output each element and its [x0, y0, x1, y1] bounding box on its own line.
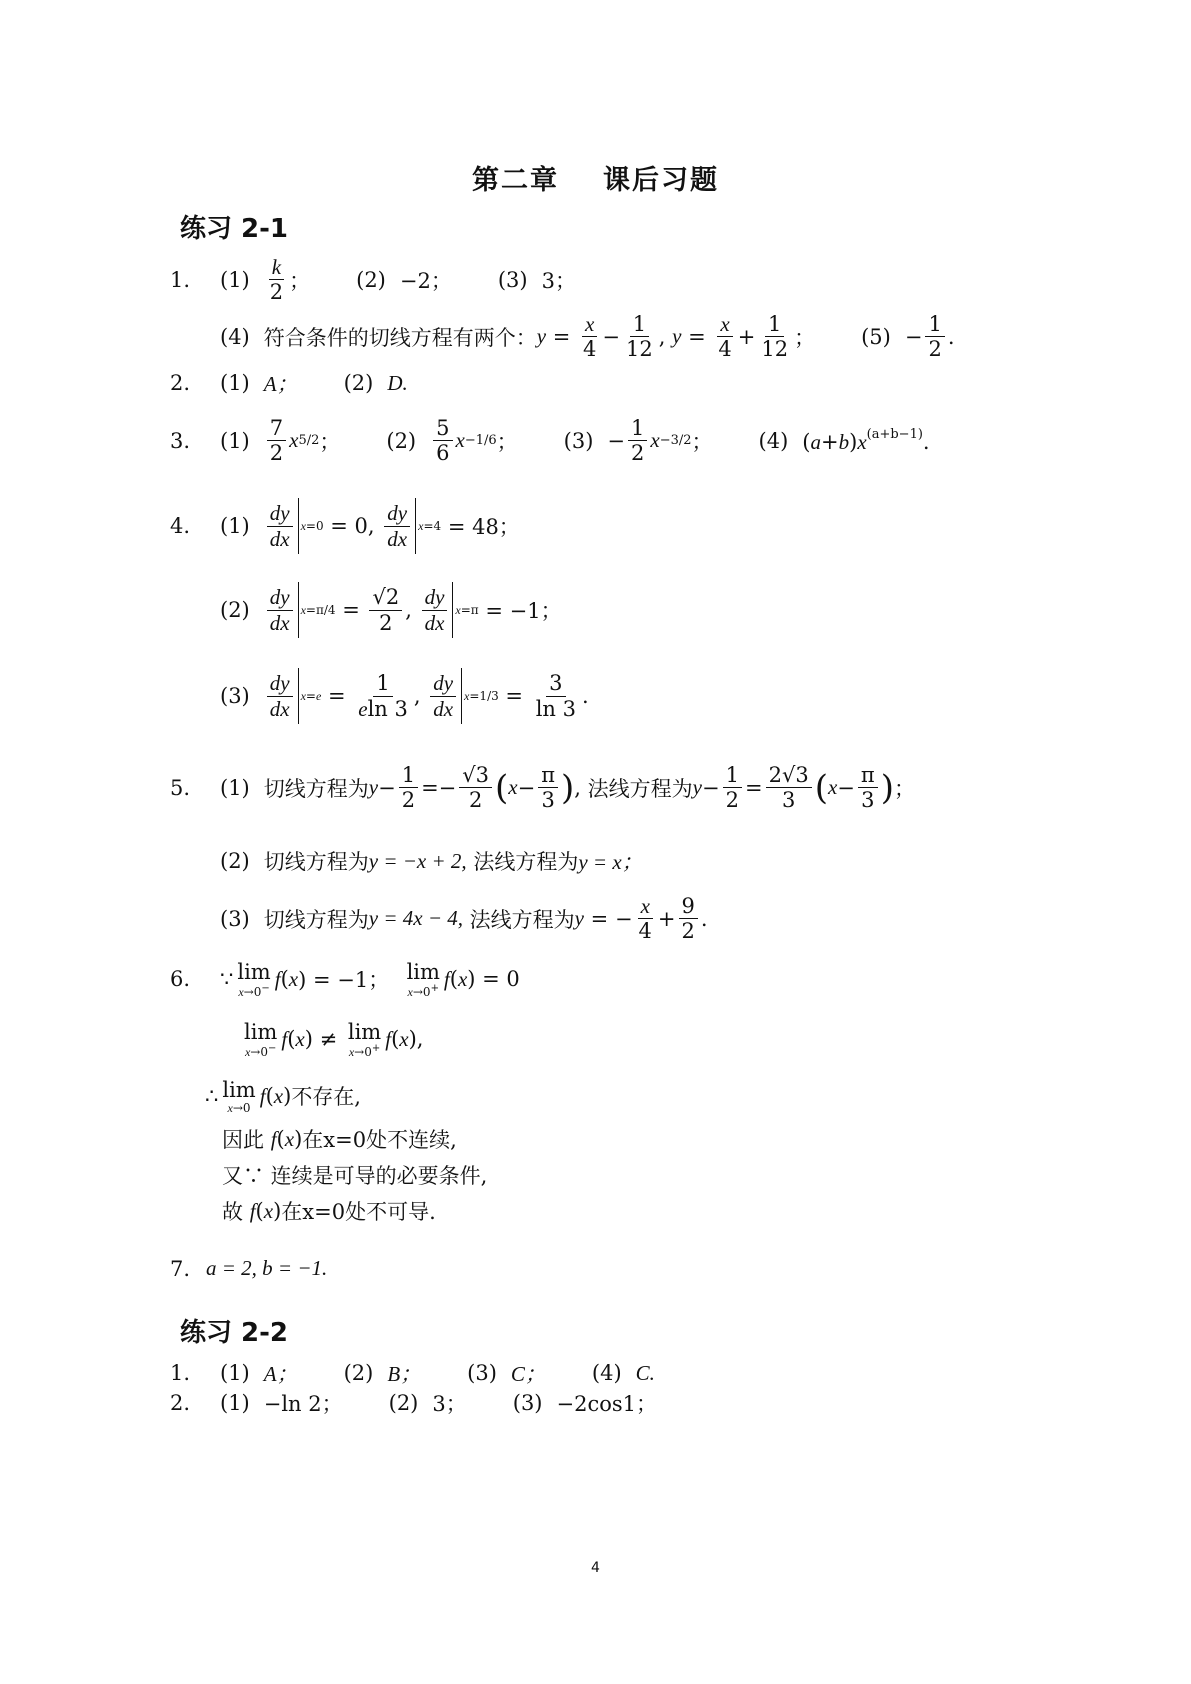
q6-line3: ∴ lim x→0 f ( x ) 不存在,	[205, 1078, 361, 1115]
q4-3: (3) dy dx x=e = 1 eln 3 , dy dx x=1/3 = 3 ln 3 .	[220, 668, 589, 724]
q7: 7. a = 2, b = −1.	[170, 1256, 328, 1281]
q5-2: (2) 切线方程为 y = −x + 2, 法线方程为 y = x；	[220, 848, 643, 874]
chapter-title-left: 第二章	[472, 165, 559, 196]
section-heading-2-2: 练习 2-2	[180, 1318, 289, 1348]
fraction: k 2	[269, 255, 284, 305]
q3: 3. (1) 7 2 x 5/2 ； (2) 5 6 x −1/6 ； (3) − 1 2 x −3/2 ； (4) $(a+b)x^{(a+b-1)}$.	[170, 416, 930, 466]
page-number: 4	[591, 1560, 600, 1576]
q5-1: 5. (1) 切线方程为 y − 1 2 =− √3 2 ( x − π 3 ) , 法线方程为 y − 1 2 = 2√3 3 ( x − π 3 ) ；	[170, 763, 915, 813]
chapter-title	[0, 158, 1191, 197]
s2-q2: 2. (1) −ln 2； (2) 3； (3) −2cos1；	[170, 1391, 657, 1416]
section-heading-2-1: 练习 2-1	[180, 214, 289, 244]
q6-line6: 故 f ( x ) 在x=0处不可导.	[222, 1198, 436, 1224]
q1-line2: (4) 符合条件的切线方程有两个： y = x 4 − 1 12 , y = x 4 + 1 12 ； (5) − 1 2 .	[220, 312, 955, 362]
q1-line1: 1. (1) k 2 ； (2) −2； (3) 3；	[170, 255, 576, 305]
q5-3: (3) 切线方程为 y = 4x − 4, 法线方程为 y = − x 4 + 9 2 .	[220, 894, 708, 944]
q6-line1: 6. ∵ lim x→0− f ( x ) = −1； lim x→0+ f ( x ) = 0	[170, 960, 520, 999]
chapter-title-right: 课后习题	[603, 165, 719, 196]
q6-line2: lim x→0− f ( x ) ≠ lim x→0+ f ( x ),	[244, 1020, 424, 1059]
s2-q1: 1. (1) A； (2) B； (3) C； (4) C.	[170, 1360, 655, 1386]
q4-2: (2) dy dx x=π/4 = √2 2 , dy dx x=π = −1；	[220, 582, 562, 638]
q6-line4: 因此 f ( x ) 在x=0处不连续,	[222, 1126, 457, 1152]
q4-1: 4. (1) dy dx x=0 = 0, dy dx x=4 = 48；	[170, 498, 520, 554]
q6-line5: 又∵ 连续是可导的必要条件,	[222, 1164, 488, 1188]
q2: 2. (1) A； (2) D.	[170, 370, 408, 396]
